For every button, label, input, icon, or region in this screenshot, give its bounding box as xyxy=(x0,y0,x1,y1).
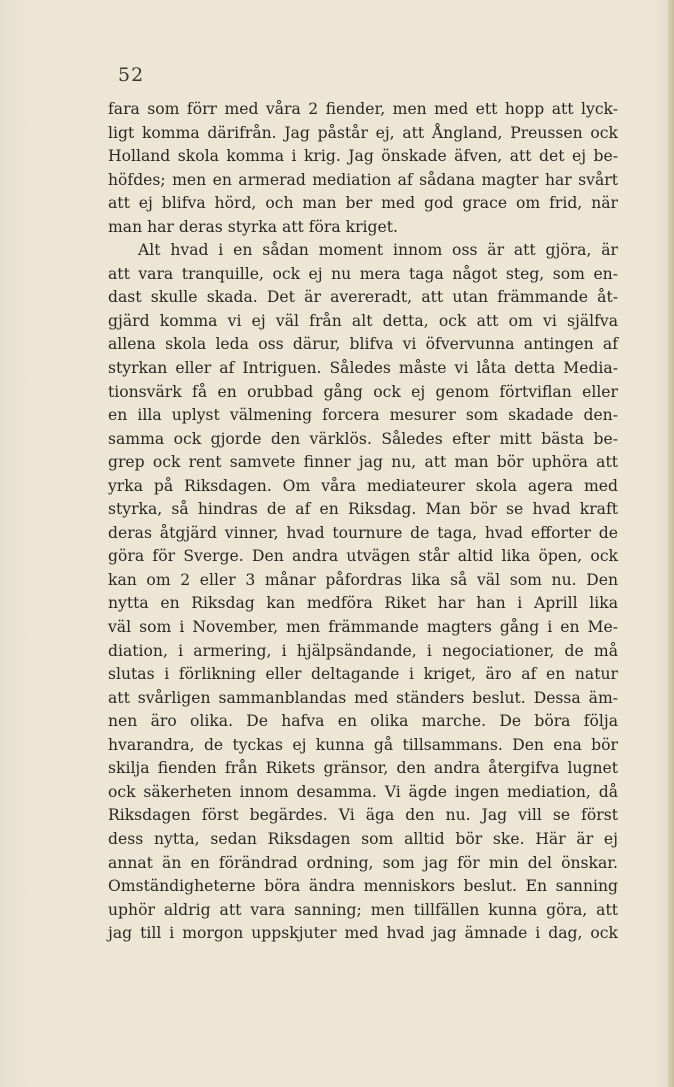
text-line: slutas i förlikning eller deltagande i kriget, äro af en natur xyxy=(108,665,618,684)
text-line: ligt komma därifrån. Jag påstår ej, att Ångland, Preussen ock xyxy=(108,123,618,142)
page-edge xyxy=(668,0,674,1087)
text-line: höfdes; men en armerad mediation af sådana magter har svårt xyxy=(108,170,618,189)
page-number: 52 xyxy=(118,64,145,86)
text-line: Alt hvad i en sådan moment innom oss är att gjöra, är xyxy=(138,241,618,260)
text-line: fara som förr med våra 2 fiender, men med ett hopp att lyck- xyxy=(108,100,618,118)
text-line: att vara tranquille, ock ej nu mera taga något steg, som en- xyxy=(108,264,618,283)
text-line: göra för Sverge. Den andra utvägen står altid lika öpen, ock xyxy=(108,547,618,566)
text-line: deras åtgjärd vinner, hvad tournure de taga, hvad efforter de xyxy=(108,523,618,542)
text-line: dast skulle skada. Det är avereradt, att utan främmande åt- xyxy=(108,288,618,307)
text-line: att svårligen sammanblandas med ständers beslut. Dessa äm- xyxy=(108,688,618,707)
text-line: Holland skola komma i krig. Jag önskade äfven, att det ej be- xyxy=(108,147,618,166)
text-line: tionsvärk få en orubbad gång ock ej genom förtviflan eller xyxy=(108,382,618,401)
text-line: att ej blifva hörd, och man ber med god grace om frid, när xyxy=(108,194,618,213)
text-line: styrkan eller af Intriguen. Således måste vi låta detta Media- xyxy=(108,359,618,378)
text-line: kan om 2 eller 3 månar påfordras lika så väl som nu. Den xyxy=(108,570,618,589)
text-line: gjärd komma vi ej väl från alt detta, ock att om vi själfva xyxy=(108,311,618,330)
text-line: annat än en förändrad ordning, som jag för min del önskar. xyxy=(108,853,618,872)
text-line: hvarandra, de tyckas ej kunna gå tillsammans. Den ena bör xyxy=(108,735,618,754)
text-line: Omständigheterne böra ändra menniskors beslut. En sanning xyxy=(108,877,618,896)
text-line: man har deras styrka att föra kriget. xyxy=(108,217,398,236)
text-line: uphör aldrig att vara sanning; men tillfällen kunna göra, att xyxy=(108,900,618,919)
text-line: styrka, så hindras de af en Riksdag. Man bör se hvad kraft xyxy=(108,500,618,519)
text-line: väl som i November, men främmande magters gång i en Me- xyxy=(108,618,618,637)
text-line: allena skola leda oss därur, blifva vi öfvervunna antingen af xyxy=(108,335,618,354)
text-line: nen äro olika. De hafva en olika marche. De böra följa xyxy=(108,712,618,731)
text-line: dess nytta, sedan Riksdagen som alltid bör ske. Här är ej xyxy=(108,829,618,848)
text-line: skilja fienden från Rikets gränsor, den andra återgifva lugnet xyxy=(108,759,618,778)
text-line: en illa uplyst välmening forcera mesurer som skadade den- xyxy=(108,406,618,425)
text-line: ock säkerheten innom desamma. Vi ägde ingen mediation, då xyxy=(108,782,618,801)
text-line: nytta en Riksdag kan medföra Riket har han i Aprill lika xyxy=(108,594,618,613)
text-line: jag till i morgon uppskjuter med hvad jag ämnade i dag, ock xyxy=(108,924,618,943)
text-line: Riksdagen först begärdes. Vi äga den nu. Jag vill se först xyxy=(108,806,618,825)
text-line: diation, i armering, i hjälpsändande, i negociationer, de må xyxy=(108,641,618,660)
body-text xyxy=(108,98,618,946)
text-line: grep ock rent samvete finner jag nu, att man bör uphöra att xyxy=(108,453,618,472)
text-line: yrka på Riksdagen. Om våra mediateurer skola agera med xyxy=(108,476,618,495)
text-line: samma ock gjorde den värklös. Således efter mitt bästa be- xyxy=(108,429,618,448)
